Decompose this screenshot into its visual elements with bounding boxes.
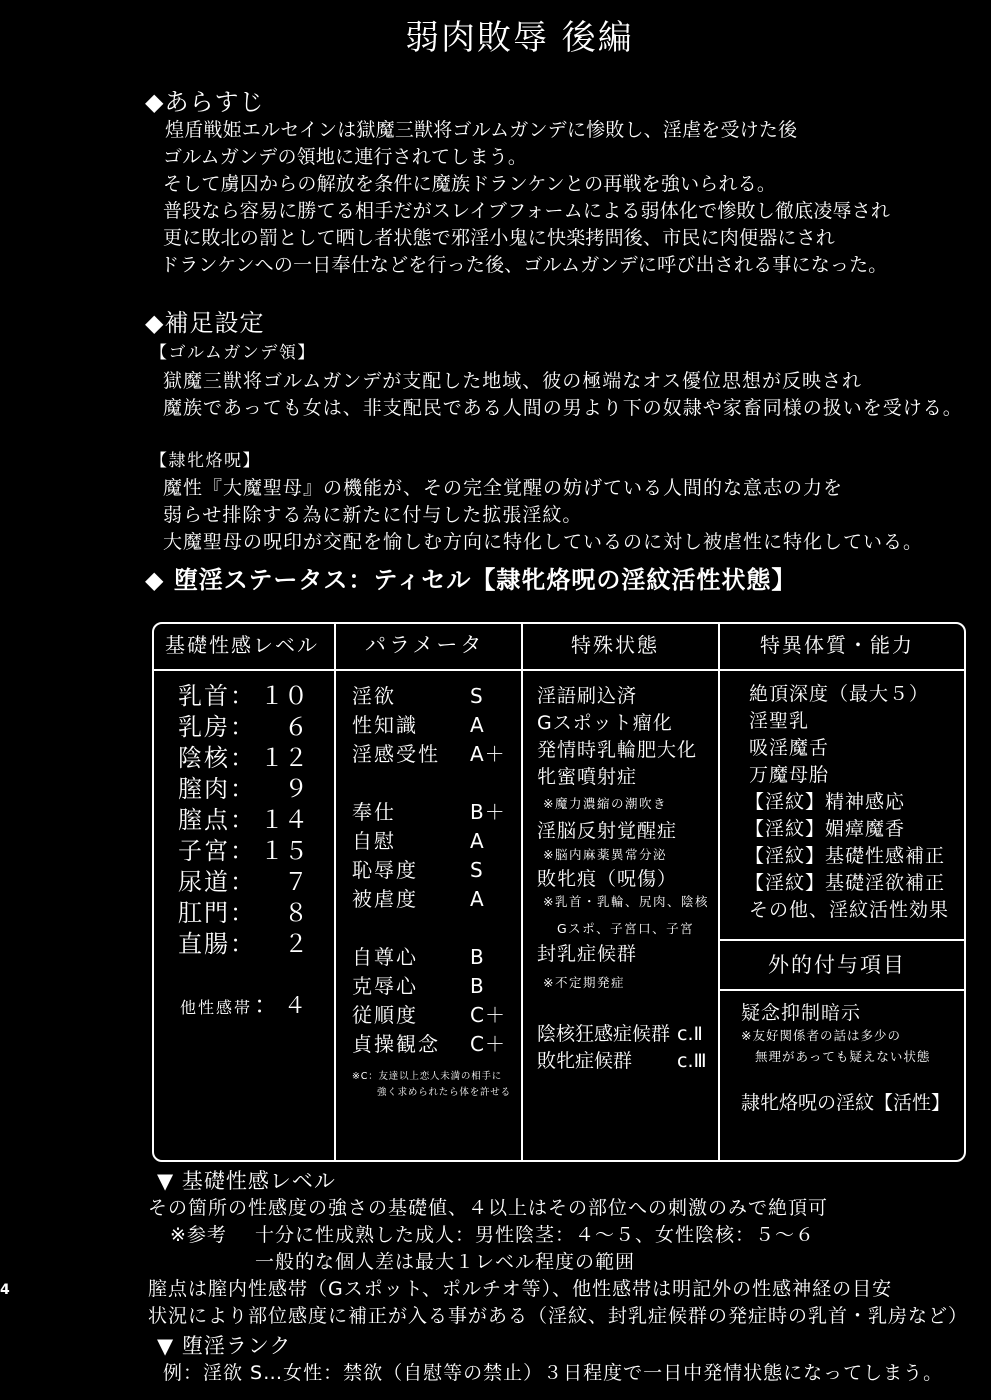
special-state-note: Gスポ、子宮口、子宮 bbox=[557, 921, 695, 936]
external-top-divider bbox=[718, 939, 966, 941]
sensitivity-row bbox=[178, 929, 308, 960]
parameter-row bbox=[352, 740, 506, 769]
parameter-name: 淫感受性 bbox=[352, 742, 440, 766]
syndrome-row bbox=[537, 1022, 717, 1046]
table-header-divider bbox=[152, 669, 966, 671]
sensitivity-value: １０ bbox=[260, 682, 308, 710]
sensitivity-value: １４ bbox=[260, 806, 308, 834]
trait-item: 淫聖乳 bbox=[749, 710, 810, 732]
sensitivity-row bbox=[178, 681, 308, 712]
sensitivity-label: 膣点： bbox=[178, 806, 256, 834]
parameter-note: ※C：友達以上恋人未満の相手に bbox=[352, 1071, 503, 1082]
synopsis-line: 煌盾戦姫エルセインは獄魔三獣将ゴルムガンデに惨敗し、淫虐を受けた後 bbox=[165, 119, 798, 141]
column-divider bbox=[718, 622, 720, 1162]
sensitivity-row bbox=[178, 712, 308, 743]
column-header-sensitivity: 基礎性感レベル bbox=[165, 633, 319, 657]
parameter-grade: B＋ bbox=[470, 800, 506, 824]
parameter-row bbox=[352, 856, 506, 885]
parameter-list bbox=[352, 682, 506, 1059]
curse-line: 魔性『大魔聖母』の機能が、その完全覚醒の妨げている人間的な意志の力を bbox=[163, 477, 844, 499]
sensitivity-list bbox=[178, 681, 308, 960]
external-bottom-divider bbox=[718, 989, 966, 991]
correction-note: 状況により部位感度に補正が入る事がある（淫紋、封乳症候群の発症時の乳首・乳房など） bbox=[148, 1305, 969, 1327]
syndrome-row bbox=[537, 1049, 717, 1073]
parameter-row bbox=[352, 943, 506, 972]
level-heading: ▼ 基礎性感レベル bbox=[157, 1169, 336, 1193]
reference-label: ※参考 bbox=[170, 1224, 227, 1246]
trait-item: 【淫紋】基礎淫欲補正 bbox=[745, 872, 946, 894]
other-zone-value: ４ bbox=[284, 994, 307, 1019]
column-header-special-states: 特殊状態 bbox=[571, 633, 659, 657]
external-note: ※友好関係者の話は多少の bbox=[741, 1028, 901, 1043]
trait-item: その他、淫紋活性効果 bbox=[749, 899, 950, 921]
other-zone-label: 他性感帯 bbox=[180, 998, 253, 1017]
sensitivity-label: 乳房： bbox=[178, 713, 256, 741]
parameter-row bbox=[352, 798, 506, 827]
rank-heading: ▼ 堕淫ランク bbox=[157, 1334, 292, 1358]
special-state-note: ※魔力濃縮の潮吹き bbox=[543, 796, 667, 811]
sensitivity-value: １５ bbox=[260, 837, 308, 865]
synopsis-line: そして虜囚からの解放を条件に魔族ドランケンとの再戦を強いられる。 bbox=[163, 173, 777, 195]
trait-item: 万魔母胎 bbox=[749, 764, 830, 786]
sensitivity-value: ６ bbox=[284, 713, 308, 741]
sensitivity-row bbox=[178, 774, 308, 805]
special-state: Gスポット瘤化 bbox=[537, 712, 673, 734]
sensitivity-value: １２ bbox=[260, 744, 308, 772]
parameter-grade: S bbox=[470, 684, 484, 708]
special-state: 淫脳反射覚醒症 bbox=[537, 820, 678, 842]
zone-description: 膣点は膣内性感帯（Gスポット、ポルチオ等）、他性感帯は明記外の性感神経の目安 bbox=[148, 1278, 893, 1300]
syndrome-grade: c.Ⅲ bbox=[677, 1050, 707, 1072]
level-description: その箇所の性感度の強さの基礎値、４以上はその部位への刺激のみで絶頂可 bbox=[148, 1197, 829, 1219]
special-state-note: ※不定期発症 bbox=[543, 975, 625, 990]
synopsis-line: ゴルムガンデの領地に連行されてしまう。 bbox=[163, 146, 528, 168]
trait-item: 【淫紋】基礎性感補正 bbox=[745, 845, 946, 867]
page-title: 弱肉敗辱 後編 bbox=[405, 18, 634, 58]
special-state: 封乳症候群 bbox=[537, 943, 638, 965]
parameter-row bbox=[352, 1030, 506, 1059]
parameter-name: 自慰 bbox=[352, 829, 396, 853]
parameter-grade: A bbox=[470, 829, 485, 853]
column-divider bbox=[521, 622, 523, 1162]
parameter-grade: B bbox=[470, 945, 485, 969]
status-heading: ◆ 堕淫ステータス：ティセル【隷牝烙呪の淫紋活性状態】 bbox=[145, 566, 797, 594]
parameter-name: 奉仕 bbox=[352, 800, 396, 824]
parameter-name: 性知識 bbox=[352, 713, 418, 737]
external-note: 無理があっても疑えない状態 bbox=[755, 1049, 931, 1064]
synopsis-heading: ◆あらすじ bbox=[145, 88, 265, 116]
supplement-heading: ◆補足設定 bbox=[145, 309, 265, 337]
syndrome-name: 陰核狂感症候群 bbox=[537, 1023, 671, 1045]
parameter-grade: A bbox=[470, 887, 485, 911]
parameter-row bbox=[352, 972, 506, 1001]
special-state: 発情時乳輪肥大化 bbox=[537, 739, 698, 761]
trait-item: 絶頂深度（最大５） bbox=[749, 683, 930, 705]
reference-text: 一般的な個人差は最大１レベル程度の範囲 bbox=[255, 1251, 636, 1273]
parameter-name: 淫欲 bbox=[352, 684, 396, 708]
sensitivity-value: ９ bbox=[284, 775, 308, 803]
external-heading: 外的付与項目 bbox=[768, 953, 906, 977]
parameter-grade: C＋ bbox=[470, 1032, 506, 1056]
trait-item: 【淫紋】媚瘴魔香 bbox=[745, 818, 906, 840]
parameter-name: 貞操観念 bbox=[352, 1032, 440, 1056]
curse-line: 大魔聖母の呪印が交配を愉しむ方向に特化しているのに対し被虐性に特化している。 bbox=[163, 531, 924, 553]
column-header-parameters: パラメータ bbox=[365, 633, 485, 657]
special-state: 淫語刷込済 bbox=[537, 685, 638, 707]
special-state-note: ※乳首・乳輪、尻肉、陰核 bbox=[543, 894, 709, 909]
region-line: 魔族であっても女は、非支配民である人間の男より下の奴隷や家畜同様の扱いを受ける。 bbox=[163, 397, 963, 419]
reference-text: 十分に性成熟した成人：男性陰茎：４～５、女性陰核：５～６ bbox=[255, 1224, 816, 1246]
trait-list bbox=[745, 681, 950, 924]
parameter-name: 恥辱度 bbox=[352, 858, 418, 882]
other-zone bbox=[180, 990, 306, 1023]
parameter-grade: S bbox=[470, 858, 484, 882]
parameter-row bbox=[352, 1001, 506, 1030]
parameter-note: 強く求められたら体を許せる bbox=[377, 1087, 511, 1098]
parameter-grade: C＋ bbox=[470, 1003, 506, 1027]
sensitivity-label: 膣肉： bbox=[178, 775, 256, 803]
synopsis-line: ドランケンへの一日奉仕などを行った後、ゴルムガンデに呼び出される事になった。 bbox=[160, 254, 888, 276]
trait-item: 【淫紋】精神感応 bbox=[745, 791, 906, 813]
sensitivity-value: ８ bbox=[284, 899, 308, 927]
parameter-row bbox=[352, 682, 506, 711]
sensitivity-label: 肛門： bbox=[178, 899, 256, 927]
parameter-name: 被虐度 bbox=[352, 887, 418, 911]
region-line: 獄魔三獣将ゴルムガンデが支配した地域、彼の極端なオス優位思想が反映され bbox=[163, 370, 863, 392]
parameter-name: 自尊心 bbox=[352, 945, 418, 969]
syndrome-grade: c.Ⅱ bbox=[677, 1023, 703, 1045]
sensitivity-label: 子宮： bbox=[178, 837, 256, 865]
sensitivity-row bbox=[178, 836, 308, 867]
parameter-name: 克辱心 bbox=[352, 974, 418, 998]
curse-title: 【隷牝烙呪】 bbox=[150, 451, 261, 471]
curse-line: 弱らせ排除する為に新たに付与した拡張淫紋。 bbox=[163, 504, 583, 526]
external-curse: 隷牝烙呪の淫紋【活性】 bbox=[741, 1092, 951, 1114]
sensitivity-value: ７ bbox=[284, 868, 308, 896]
page-number: 4 bbox=[0, 1282, 10, 1298]
parameter-row bbox=[352, 711, 506, 740]
external-item: 疑念抑制暗示 bbox=[741, 1002, 862, 1024]
syndrome-name: 敗牝症候群 bbox=[537, 1050, 633, 1072]
parameter-row bbox=[352, 827, 506, 856]
parameter-grade: B bbox=[470, 974, 485, 998]
parameter-row bbox=[352, 885, 506, 914]
column-divider bbox=[334, 622, 336, 1162]
sensitivity-label: 乳首： bbox=[178, 682, 256, 710]
special-state: 牝蜜噴射症 bbox=[537, 766, 638, 788]
sensitivity-row bbox=[178, 898, 308, 929]
rank-example: 例：淫欲 S…女性：禁欲（自慰等の禁止）３日程度で一日中発情状態になってしまう。 bbox=[163, 1362, 944, 1384]
region-title: 【ゴルムガンデ領】 bbox=[150, 343, 316, 363]
trait-item: 吸淫魔舌 bbox=[749, 737, 830, 759]
sensitivity-value: ２ bbox=[284, 930, 308, 958]
parameter-grade: A＋ bbox=[470, 742, 506, 766]
column-header-traits: 特異体質・能力 bbox=[760, 633, 914, 657]
parameter-name: 従順度 bbox=[352, 1003, 418, 1027]
sensitivity-label: 陰核： bbox=[178, 744, 256, 772]
sensitivity-label: 直腸： bbox=[178, 930, 256, 958]
other-zone-separator: ： bbox=[254, 991, 279, 1019]
parameter-grade: A bbox=[470, 713, 485, 737]
synopsis-line: 更に敗北の罰として晒し者状態で邪淫小鬼に快楽拷問後、市民に肉便器にされ bbox=[163, 227, 836, 249]
sensitivity-label: 尿道： bbox=[178, 868, 256, 896]
special-state: 敗牝痕（呪傷） bbox=[537, 868, 678, 890]
sensitivity-row bbox=[178, 743, 308, 774]
synopsis-line: 普段なら容易に勝てる相手だがスレイブフォームによる弱体化で惨敗し徹底凌辱され bbox=[163, 200, 891, 222]
special-state-note: ※脳内麻薬異常分泌 bbox=[543, 847, 667, 862]
sensitivity-row bbox=[178, 805, 308, 836]
sensitivity-row bbox=[178, 867, 308, 898]
